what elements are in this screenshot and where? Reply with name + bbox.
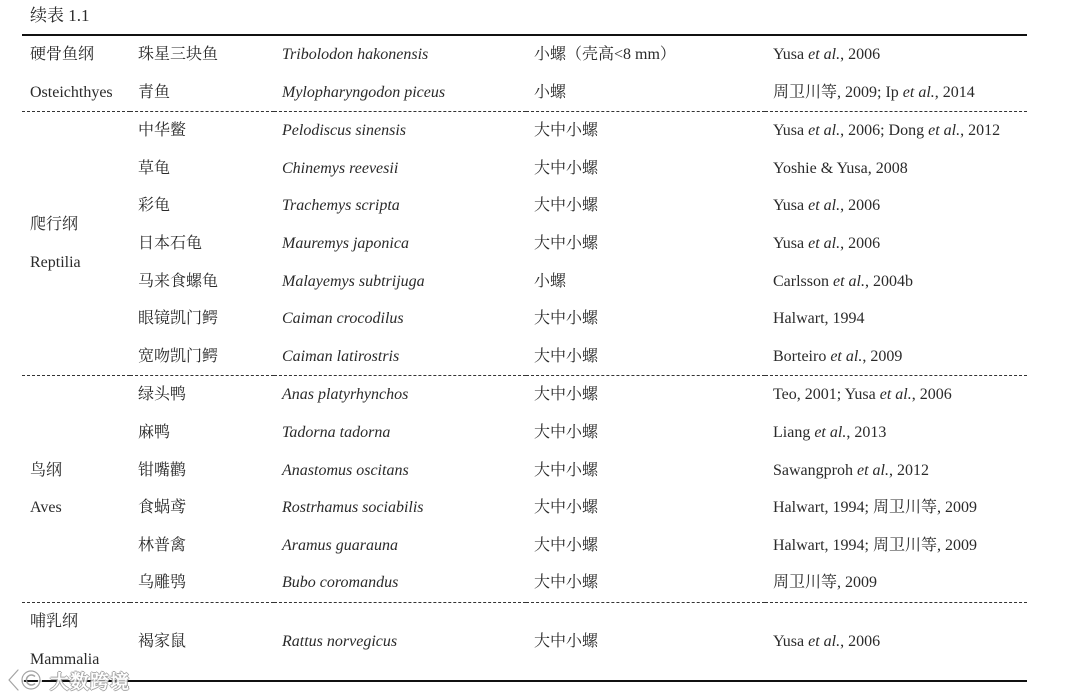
common-name-cell: 食蜗鸢 (138, 499, 187, 517)
common-name-cell: 珠星三块鱼 (138, 46, 219, 63)
common-name-cell: 褐家鼠 (130, 602, 274, 681)
class-name-en: Reptilia (30, 253, 81, 271)
table-row (22, 602, 1027, 681)
class-name-en: Osteichthyes (30, 83, 113, 101)
class-name-cn: 哺乳纲 (30, 612, 79, 630)
et-al-italic: et al. (808, 197, 841, 215)
reference-cell: Yusa et al., 2006 (773, 234, 881, 252)
table-row (22, 527, 1027, 565)
common-name-cell: 日本石龟 (138, 234, 203, 252)
species-name-cell: Pelodiscus sinensis (274, 112, 526, 150)
snail-size-cell: 小螺 (534, 272, 567, 290)
reference-cell: Carlsson et al., 2004b (773, 272, 913, 290)
snail-size-cell: 大中小螺 (534, 536, 599, 554)
common-name-cell: 彩龟 (138, 197, 171, 215)
class-cell (22, 35, 130, 112)
snail-size-cell: 小螺 (534, 83, 567, 101)
table-row (22, 112, 1027, 150)
watermark-logo-icon (6, 666, 44, 694)
common-name-cell: 林普禽 (138, 536, 187, 554)
snail-size-cell: 大中小螺 (534, 159, 599, 177)
predator-table (22, 34, 1027, 682)
et-al-italic: et al. (902, 83, 935, 101)
et-al-italic: et al. (830, 347, 863, 365)
common-name-cell: 草龟 (138, 159, 171, 177)
table-row (22, 187, 1027, 225)
species-name-cell: Mauremys japonica (282, 234, 409, 252)
species-name-cell: Trachemys scripta (282, 197, 400, 215)
et-al-italic: et al. (808, 46, 841, 63)
species-name-cell: Rostrhamus sociabilis (282, 499, 424, 517)
common-name-cell: 青鱼 (138, 83, 171, 101)
species-name-cell: Malayemys subtrijuga (282, 272, 425, 290)
et-al-italic: et al. (833, 272, 865, 290)
snail-size-cell: 大中小螺 (526, 112, 765, 150)
snail-size-cell: 大中小螺 (534, 574, 599, 592)
et-al-italic: et al. (928, 122, 961, 140)
table-row (22, 300, 1027, 338)
snail-size-cell: 小螺（壳高<8 mm） (534, 46, 676, 63)
table-row (22, 414, 1027, 452)
table-caption: 续表 1.1 (30, 6, 90, 25)
table-row (22, 489, 1027, 527)
common-name-cell: 乌雕鸮 (138, 574, 187, 592)
table-body (22, 35, 1027, 681)
reference-cell: Yusa et al., 2006 (773, 46, 881, 63)
table-row (22, 150, 1027, 188)
table-row (22, 338, 1027, 376)
species-name-cell: Anas platyrhynchos (274, 376, 526, 414)
reference-cell: Yusa et al., 2006; Dong et al., 2012 (765, 112, 1027, 150)
et-al-italic: et al. (814, 423, 847, 441)
class-name-cn: 硬骨鱼纲 (30, 46, 95, 63)
class-name-cn: 爬行纲 (30, 216, 79, 234)
table-row (22, 564, 1027, 602)
et-al-italic: et al. (856, 461, 889, 479)
species-name-cell: Caiman latirostris (282, 347, 400, 365)
species-name-cell: Caiman crocodilus (282, 310, 404, 328)
common-name-cell: 绿头鸭 (130, 376, 274, 414)
species-name-cell: Aramus guarauna (282, 536, 399, 554)
et-al-italic: et al. (808, 632, 841, 650)
table-row (22, 452, 1027, 490)
reference-cell: Liang et al., 2013 (773, 423, 887, 441)
reference-cell: Halwart, 1994; 周卫川等, 2009 (773, 499, 977, 517)
common-name-cell: 麻鸭 (138, 423, 171, 441)
snail-size-cell: 大中小螺 (526, 602, 765, 681)
et-al-italic: et al. (879, 386, 912, 404)
reference-cell: 周卫川等, 2009 (773, 574, 878, 592)
class-cell (22, 112, 130, 376)
table-row (22, 225, 1027, 263)
reference-cell: Halwart, 1994 (773, 310, 865, 328)
common-name-cell: 中华鳖 (130, 112, 274, 150)
reference-cell: Yusa et al., 2006 (765, 602, 1027, 681)
species-name-cell: Chinemys reevesii (282, 159, 399, 177)
species-name-cell: Mylopharyngodon piceus (282, 83, 446, 101)
class-cell (22, 376, 130, 603)
class-name-en: Aves (30, 499, 62, 517)
species-name-cell: Rattus norvegicus (274, 602, 526, 681)
snail-size-cell: 大中小螺 (534, 461, 599, 479)
reference-cell: Borteiro et al., 2009 (773, 347, 903, 365)
common-name-cell: 马来食螺龟 (138, 272, 219, 290)
class-name-cn: 鸟纲 (30, 461, 63, 479)
watermark (6, 666, 130, 694)
reference-cell: Yoshie & Yusa, 2008 (773, 159, 908, 177)
class-name-en: Mammalia (30, 651, 100, 669)
table-row (22, 376, 1027, 414)
snail-size-cell: 大中小螺 (534, 310, 599, 328)
snail-size-cell: 大中小螺 (526, 376, 765, 414)
species-name-cell: Tadorna tadorna (282, 423, 391, 441)
snail-size-cell: 大中小螺 (534, 499, 599, 517)
snail-size-cell: 大中小螺 (534, 197, 599, 215)
et-al-italic: et al. (808, 122, 841, 140)
et-al-italic: et al. (808, 234, 841, 252)
snail-size-cell: 大中小螺 (534, 234, 599, 252)
common-name-cell: 钳嘴鹳 (138, 461, 187, 479)
common-name-cell: 宽吻凯门鳄 (138, 347, 219, 365)
table-row (22, 35, 1027, 74)
species-name-cell: Bubo coromandus (282, 574, 399, 592)
reference-cell: Sawangproh et al., 2012 (773, 461, 929, 479)
snail-size-cell: 大中小螺 (534, 347, 599, 365)
reference-cell: Yusa et al., 2006 (773, 197, 881, 215)
reference-cell: Halwart, 1994; 周卫川等, 2009 (773, 536, 977, 554)
reference-cell: Teo, 2001; Yusa et al., 2006 (765, 376, 1027, 414)
species-name-cell: Tribolodon hakonensis (282, 46, 429, 63)
reference-cell: 周卫川等, 2009; Ip et al., 2014 (773, 83, 975, 101)
species-name-cell: Anastomus oscitans (282, 461, 409, 479)
snail-size-cell: 大中小螺 (534, 423, 599, 441)
common-name-cell: 眼镜凯门鳄 (138, 310, 219, 328)
watermark-text: 大数跨境 (50, 670, 131, 693)
table-row (22, 74, 1027, 112)
table-row (22, 263, 1027, 301)
